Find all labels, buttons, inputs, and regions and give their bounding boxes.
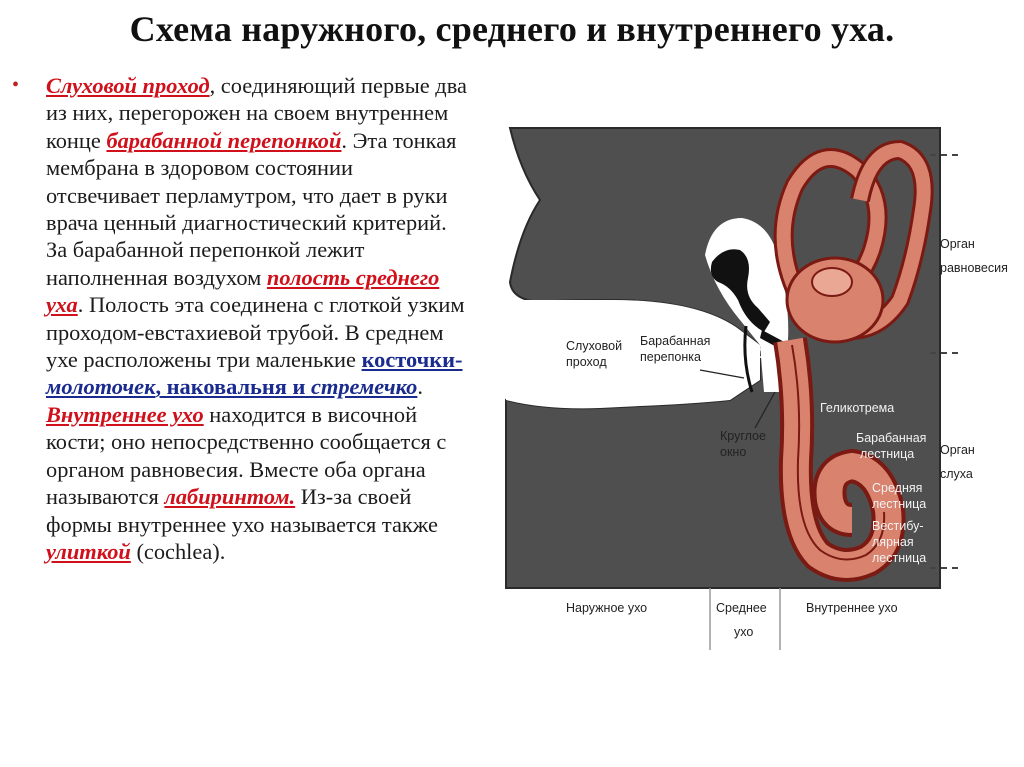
label-balance-organ-2: равновесия [940, 261, 1008, 275]
label-helicotrema: Геликотрема [820, 401, 895, 415]
label-scala-media-1: Средняя [872, 481, 923, 495]
label-hearing-organ-2: слуха [940, 467, 973, 481]
body-paragraph [46, 72, 467, 565]
paragraph-text: . Полость эта соединена с глоткой узким проходом-евстахиевой трубой. В среднем ухе расположены три маленькие [46, 292, 465, 373]
label-scala-media-2: лестница [872, 497, 927, 511]
highlighted-term: стремечко [311, 374, 418, 400]
label-outer-ear: Наружное ухо [566, 601, 648, 615]
highlighted-term: косточки- [361, 347, 463, 373]
label-ear-canal-1: Слуховой [566, 339, 623, 353]
label-scala-vestibuli-1: Вестибу- [872, 519, 924, 533]
paragraph-text: . Эта тонкая мембрана в здоровом состоянии отсвечивает перламутром, что дает в руки врача ценный диагностический критерий. За барабанной перепонкой лежит наполненная воздухом [46, 127, 457, 290]
highlighted-term: барабанной перепонкой [106, 127, 342, 153]
label-stapes: С [756, 345, 767, 361]
highlighted-term: полость среднего уха [46, 264, 440, 318]
label-round-window-1: Круглое [720, 429, 766, 443]
utricle [812, 268, 852, 296]
slide-title: Схема наружного, среднего и внутреннего уха. [129, 9, 895, 49]
label-eardrum-2: перепонка [640, 350, 701, 364]
paragraph-text: находится в височной кости; оно непосредственно сообщается с органом равновесия. Вместе оба органа называются [46, 401, 447, 510]
label-balance-organ-1: Орган [940, 237, 975, 251]
label-hearing-organ-1: Орган [940, 443, 975, 457]
label-scala-tympani-1: Барабанная [856, 431, 927, 445]
label-eardrum-1: Барабанная [640, 334, 711, 348]
highlighted-term: Внутреннее ухо [46, 401, 204, 427]
paragraph-text: . [417, 374, 423, 400]
bullet-marker: • [12, 74, 20, 96]
label-inner-ear: Внутреннее ухо [806, 601, 898, 615]
ear-diagram [480, 118, 1024, 658]
paragraph-text: Из-за своей формы внутреннее ухо называется также [46, 484, 438, 537]
highlighted-term: лабиринтом. [164, 484, 296, 510]
highlighted-term: Слуховой проход [46, 73, 210, 98]
text-column [12, 72, 467, 565]
highlighted-term: улиткой [46, 538, 131, 564]
label-scala-tympani-2: лестница [860, 447, 915, 461]
label-middle-ear-2: ухо [734, 625, 754, 639]
label-round-window-2: окно [720, 445, 747, 459]
label-scala-vestibuli-2: лярная [872, 535, 914, 549]
highlighted-term: , наковальня и [155, 374, 311, 400]
paragraph-text: , соединяющий первые два из них, перегорожен на своем внутреннем конце [46, 73, 467, 153]
paragraph-text: (cochlea). [130, 538, 226, 564]
label-middle-ear-1: Среднее [716, 601, 767, 615]
highlighted-term: молоточек [46, 374, 156, 400]
label-scala-vestibuli-3: лестница [872, 551, 927, 565]
label-ear-canal-2: проход [566, 355, 607, 369]
